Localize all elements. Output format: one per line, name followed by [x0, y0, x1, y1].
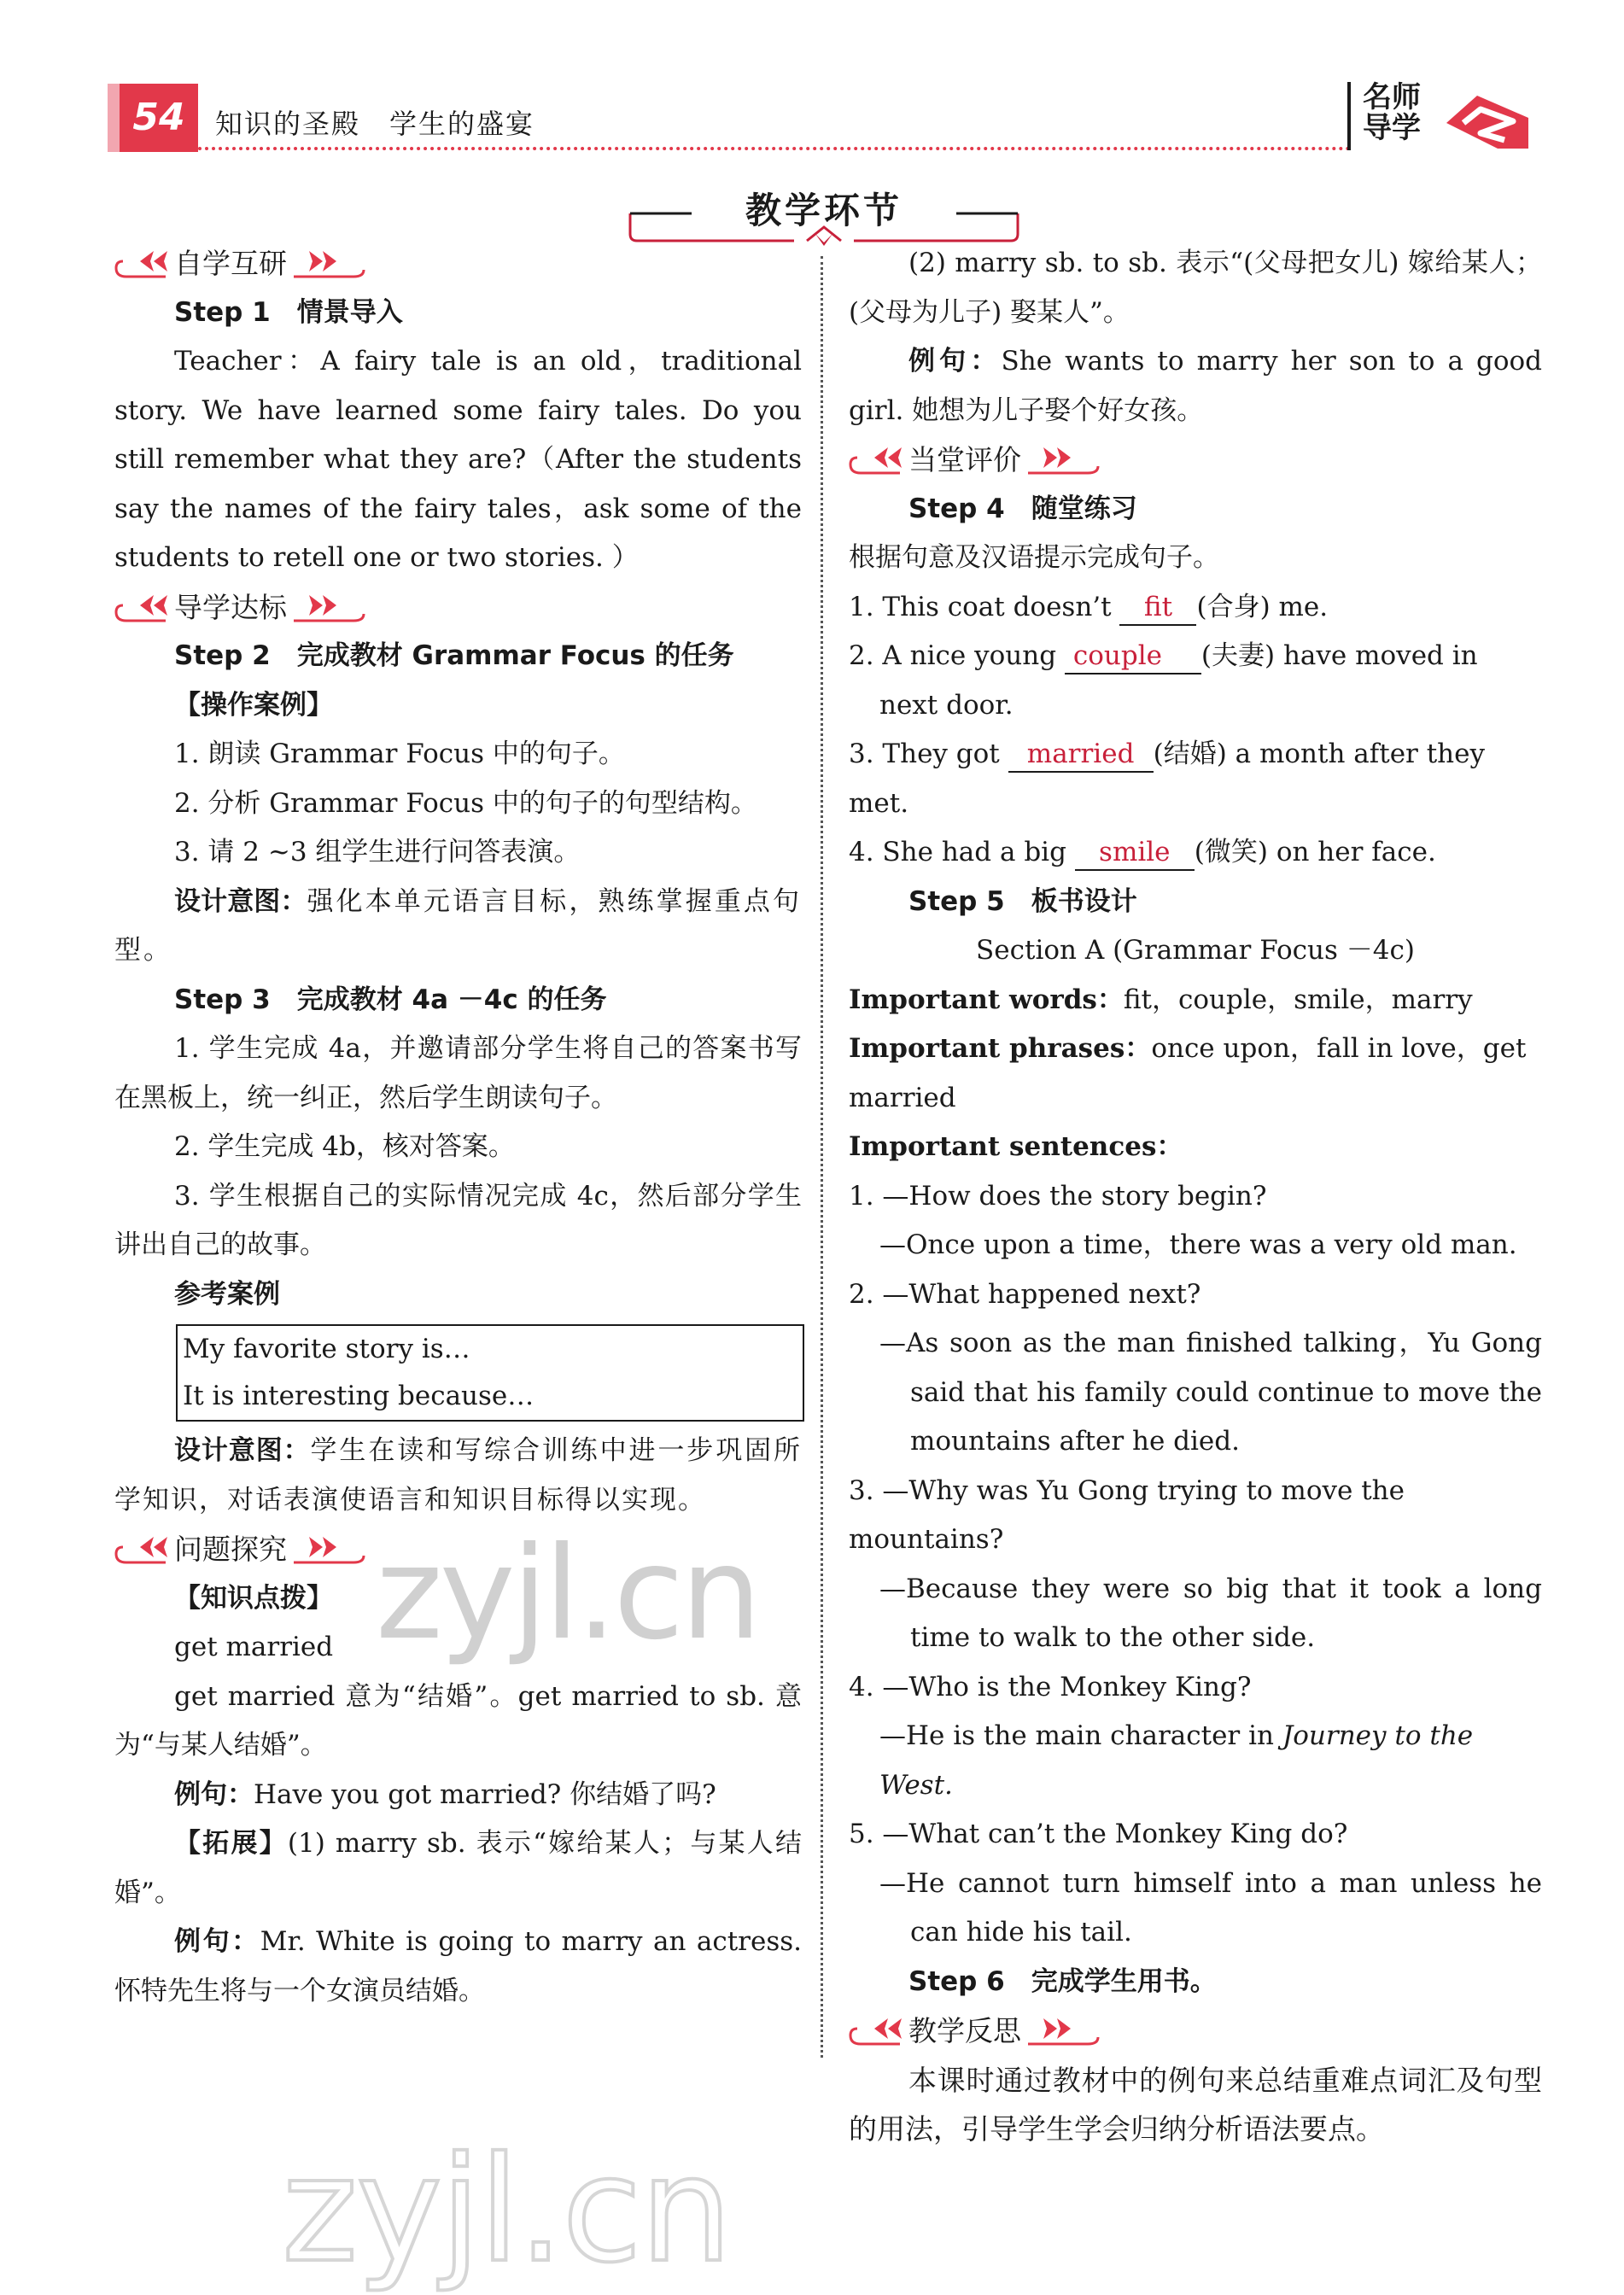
step-heading: Step 5 板书设计	[908, 885, 1137, 917]
design-intent	[114, 878, 802, 976]
example-text: She wants to marry her son to a good girl. 她想为儿子娶个好女孩。	[849, 346, 1542, 426]
extension-label: 【拓展】	[174, 1828, 288, 1859]
box-line: My favorite story is…	[183, 1334, 470, 1364]
dialog-answer	[849, 1712, 1542, 1810]
page-number: 54	[120, 84, 198, 152]
board-phrases	[849, 1025, 1542, 1123]
list-item: 2. 分析 Grammar Focus 中的句子的句型结构。	[174, 787, 757, 819]
section-header-evaluation	[849, 435, 1542, 485]
knowledge-label: 【知识点拨】	[174, 1582, 333, 1614]
intent-text: 强化本单元语言目标，熟练掌握重点句型。	[114, 885, 803, 966]
intent-label: 设计意图：	[174, 1435, 311, 1466]
reference-label: 参考案例	[174, 1278, 280, 1310]
case-label: 【操作案例】	[174, 689, 333, 721]
extension-text: (2) marry sb. to sb. 表示“(父母把女儿) 嫁给某人；(父母为儿子) 娶某人”。	[849, 248, 1542, 328]
board-title: Section A (Grammar Focus －4c)	[976, 935, 1415, 966]
dialog-question: 2. —What happened next?	[849, 1278, 1201, 1310]
brand-logo-icon	[1443, 89, 1535, 155]
list-item: 1. 朗读 Grammar Focus 中的句子。	[174, 739, 625, 769]
example	[114, 1771, 802, 1820]
answer-blank: smile	[1075, 835, 1195, 871]
answer-blank: fit	[1119, 590, 1196, 626]
words-text: fit，couple，smile，marry	[1123, 984, 1473, 1015]
example-label: 例句：	[174, 1926, 260, 1957]
book-title: Journey to the West.	[879, 1720, 1474, 1801]
phrase: get married	[174, 1632, 334, 1662]
list-item: 2. 学生完成 4b，核对答案。	[174, 1131, 515, 1162]
exercise-text: 2. A nice young	[849, 640, 1065, 671]
teacher-text: Teacher：A fairy tale is an old，traditional story. We have learned some fairy tales. Do you still remember what they are?（After the students say the names of the fairy tales，ask some of the students to retell one or two stories. ）	[114, 346, 802, 573]
step-heading: Step 1 情景导入	[174, 296, 403, 328]
extension	[114, 1819, 802, 1918]
dialog-answer: —Because they were so big that it took a long time to walk to the other side.	[879, 1573, 1542, 1653]
box-line: It is interesting because…	[183, 1381, 535, 1411]
brand-name	[1356, 82, 1428, 143]
phrases-label: Important phrases：	[849, 1033, 1152, 1064]
dialog-answer: —He cannot turn himself into a man unless he can hide his tail.	[879, 1867, 1542, 1948]
exercise-text: (夫妻) have moved in next door.	[879, 640, 1478, 721]
answer-text: —He is the main character in	[879, 1720, 1282, 1751]
brand-line2: 导学	[1363, 111, 1421, 145]
exercise-item	[849, 632, 1542, 730]
phrases-text: once upon，fall in love，get married	[849, 1033, 1527, 1113]
dialog-question: 4. —Who is the Monkey King?	[849, 1671, 1252, 1702]
header-slogan: 知识的圣殿 学生的盛宴	[215, 108, 535, 140]
exercise-item	[849, 583, 1542, 633]
exercise-text: (微笑) on her face.	[1194, 837, 1436, 867]
watermark: zyjl.cn	[376, 1520, 759, 1668]
section-title	[623, 179, 1025, 248]
section-label: 问题探究	[174, 1533, 287, 1566]
right-column	[849, 239, 1542, 2154]
section-label: 当堂评价	[908, 443, 1021, 476]
watermark: zyjl.cn	[282, 2126, 731, 2295]
exercise-text: 3. They got	[849, 739, 1008, 769]
answer-blank: married	[1008, 737, 1154, 773]
dialog-question: 5. —What can’t the Monkey King do?	[849, 1819, 1348, 1849]
brand-divider	[1347, 82, 1351, 150]
step-heading: Step 6 完成学生用书。	[908, 1965, 1217, 1997]
list-item: 3. 学生根据自己的实际情况完成 4c，然后部分学生讲出自己的故事。	[114, 1180, 802, 1260]
example	[114, 1918, 802, 2016]
extension-text: (1) marry sb. 表示“嫁给某人；与某人结婚”。	[114, 1828, 802, 1908]
brand-line1: 名师	[1363, 80, 1421, 114]
list-item: 3. 请 2 ~3 组学生进行问答表演。	[174, 837, 581, 867]
intent-label: 设计意图：	[174, 885, 307, 917]
exercise-text: (合身) me.	[1196, 591, 1329, 622]
step-heading: Step 3 完成教材 4a －4c 的任务	[174, 984, 607, 1015]
example-text: Mr. White is going to marry an actress. 怀特先生将与一个女演员结婚。	[114, 1926, 802, 2006]
exercise-item	[849, 730, 1542, 828]
section-header-reflection	[849, 2006, 1542, 2056]
title-text: 教学环节	[745, 190, 903, 231]
example-label: 例句：	[908, 346, 1002, 377]
example	[849, 337, 1542, 435]
list-item: 1. 学生完成 4a，并邀请部分学生将自己的答案书写在黑板上，统一纠正，然后学生朗读句子。	[114, 1033, 802, 1113]
instruction: 根据句意及汉语提示完成句子。	[849, 542, 1219, 573]
header-dotted-rule	[198, 147, 1351, 150]
section-label: 教学反思	[908, 2014, 1021, 2047]
exercise-text: 1. This coat doesn’t	[849, 591, 1120, 622]
section-header-guide	[114, 583, 802, 633]
sentences-label: Important sentences：	[849, 1131, 1183, 1162]
exercise-item	[849, 828, 1542, 878]
dialog-question: 3. —Why was Yu Gong trying to move the mountains?	[849, 1475, 1405, 1555]
column-divider	[821, 256, 823, 2058]
exercise-text: (结婚) a month after they met.	[849, 739, 1486, 819]
example-text: Have you got married? 你结婚了吗?	[254, 1778, 716, 1810]
example-label: 例句：	[174, 1778, 254, 1810]
section-header-self-study	[114, 239, 802, 289]
design-intent	[114, 1427, 802, 1525]
dialog-answer: —Once upon a time，there was a very old man.	[879, 1229, 1517, 1260]
section-label: 自学互研	[174, 247, 287, 280]
section-label: 导学达标	[174, 590, 287, 624]
intent-text: 学生在读和写综合训练中进一步巩固所学知识，对话表演使语言和知识目标得以实现。	[114, 1435, 803, 1515]
board-words	[849, 976, 1542, 1025]
left-column	[114, 239, 802, 2016]
step-heading: Step 2 完成教材 Grammar Focus 的任务	[174, 640, 734, 671]
words-label: Important words：	[849, 984, 1124, 1015]
reference-box	[176, 1324, 804, 1422]
reflection-text: 本课时通过教材中的例句来总结重难点词汇及句型的用法，引导学生学会归纳分析语法要点。	[849, 2063, 1542, 2146]
exercise-text: 4. She had a big	[849, 837, 1075, 867]
answer-blank: couple	[1065, 639, 1201, 674]
step-heading: Step 4 随堂练习	[908, 493, 1137, 524]
dialog-answer: —As soon as the man finished talking，Yu Gong said that his family could continue to move the mountains after he died.	[879, 1328, 1542, 1457]
knowledge-text: get married 意为“结婚”。get married to sb. 意为“与某人结婚”。	[114, 1680, 802, 1761]
dialog-question: 1. —How does the story begin?	[849, 1180, 1267, 1212]
